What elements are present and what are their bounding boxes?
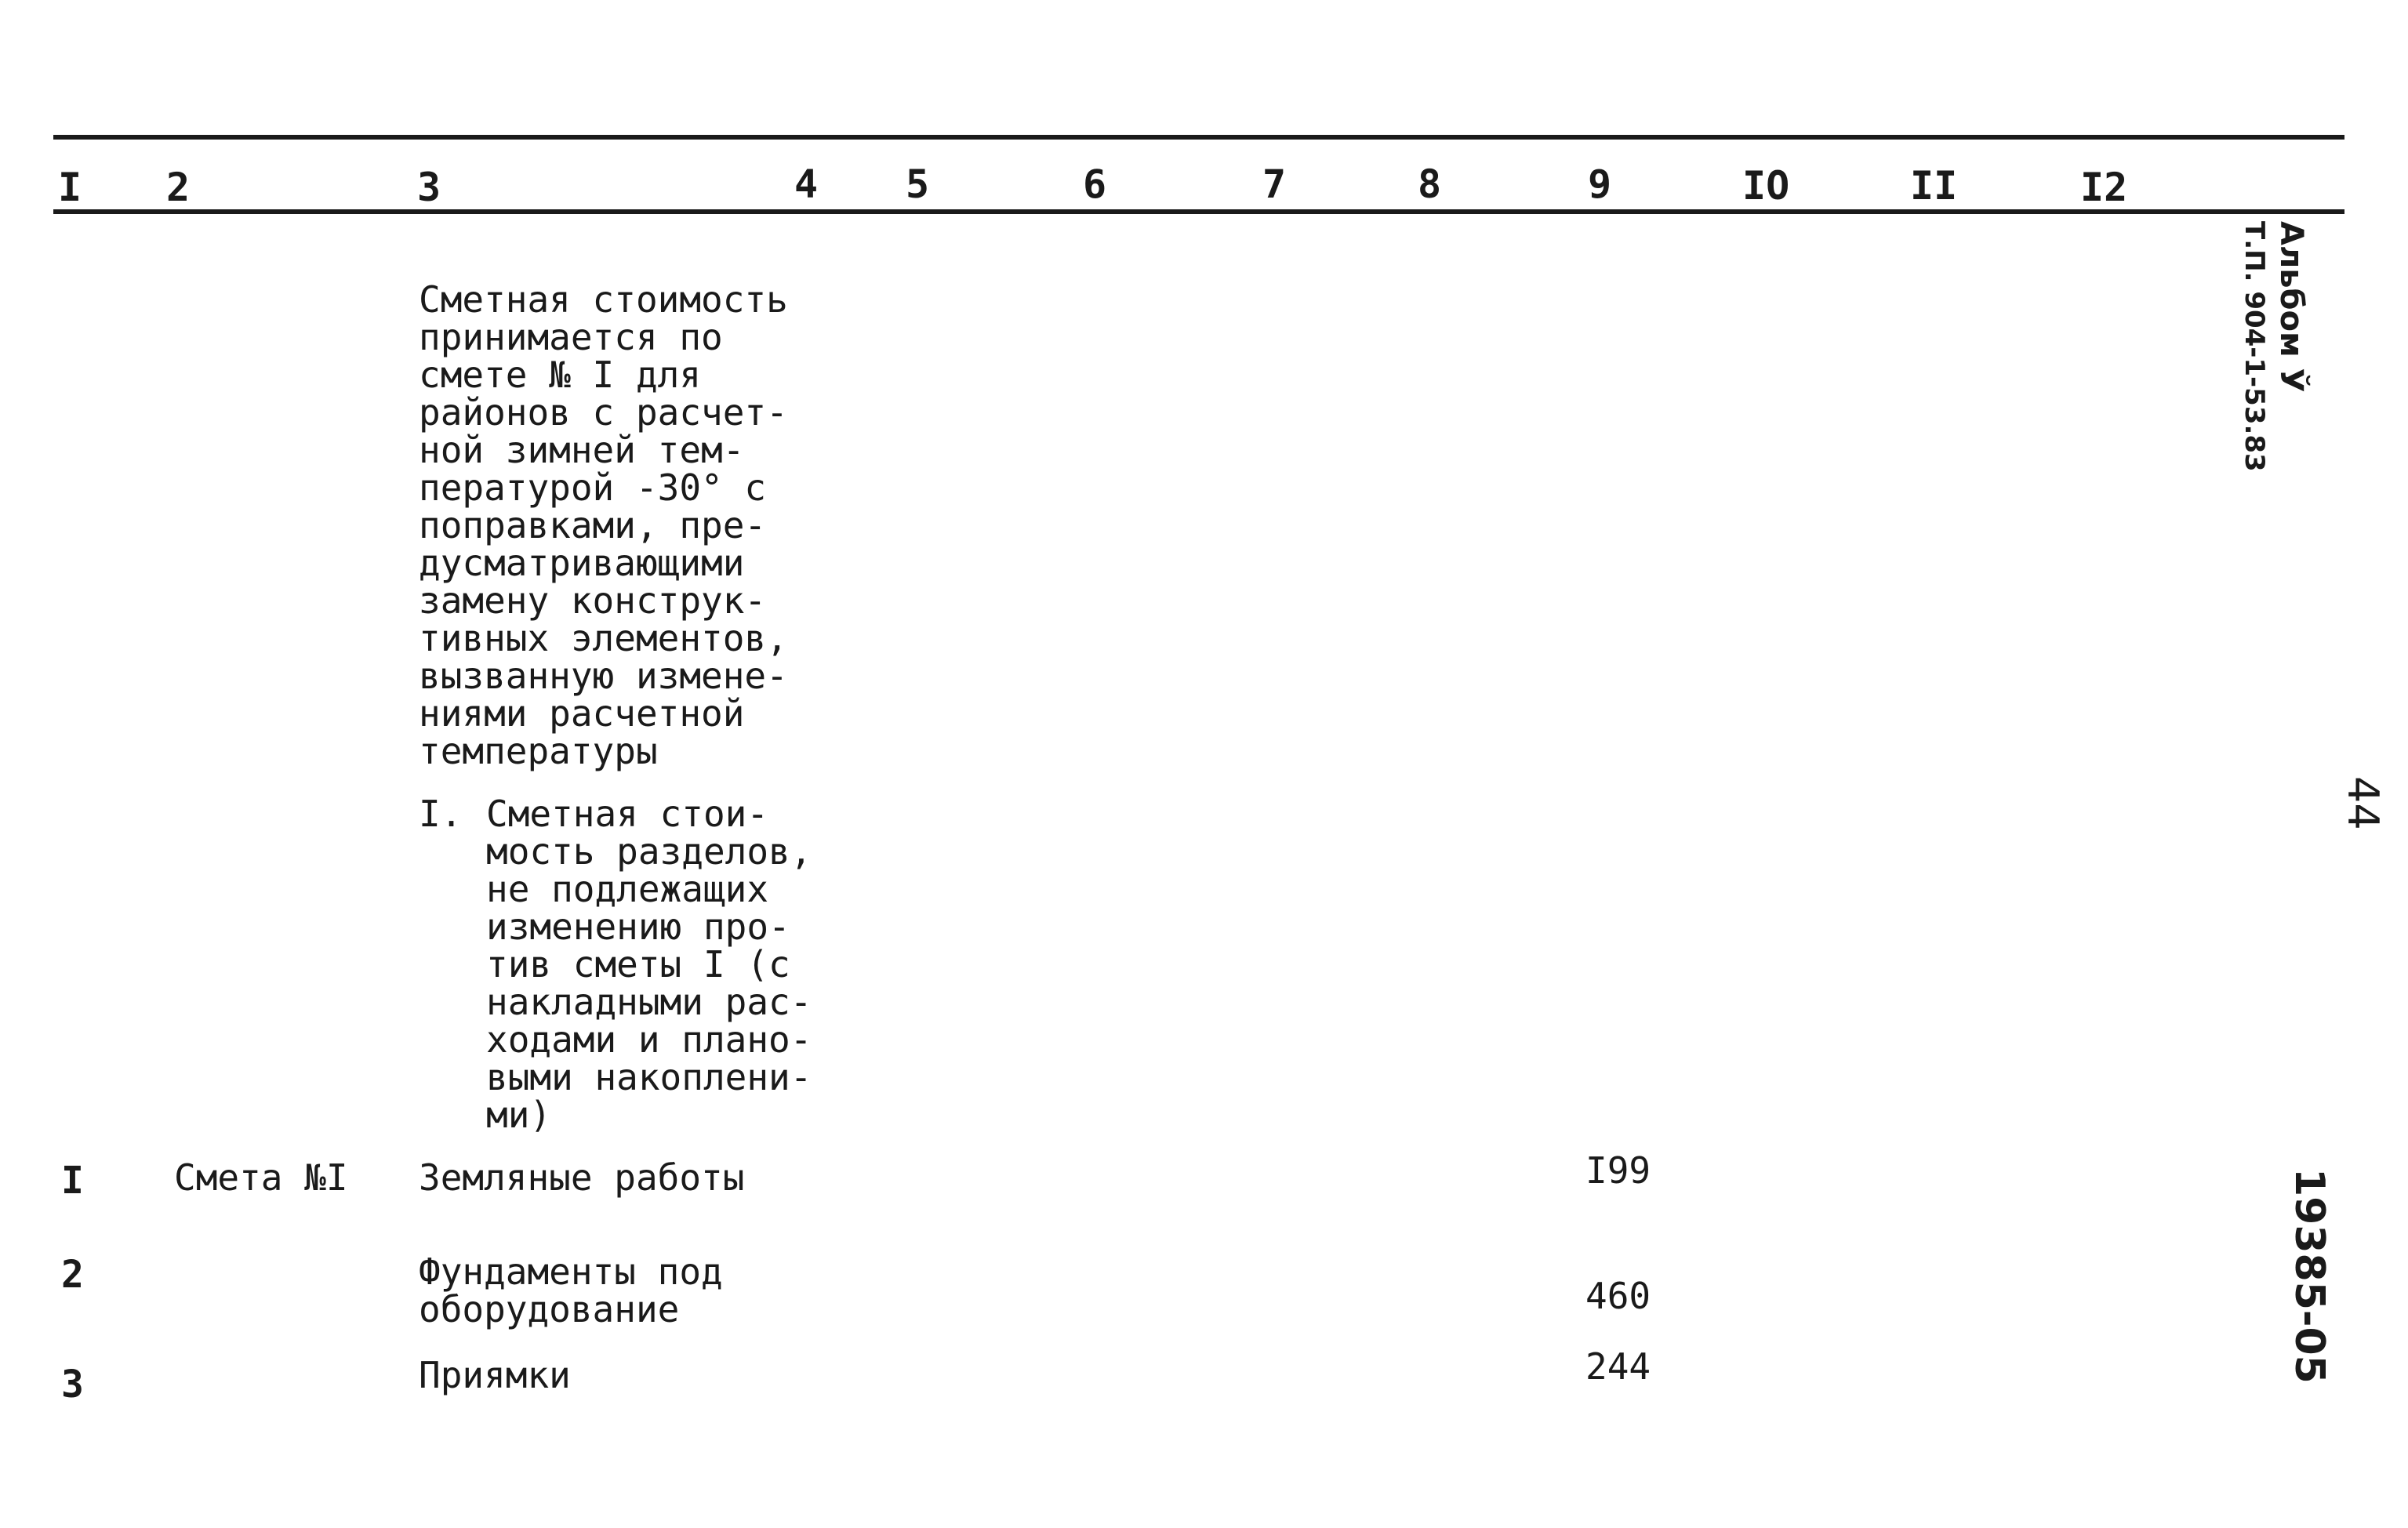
album-label: Альбом Ў	[2273, 221, 2309, 393]
row-number: 3	[61, 1363, 84, 1406]
row-number: 2	[61, 1253, 84, 1297]
cost-value: 244	[1585, 1345, 1651, 1388]
section-number: I.	[419, 793, 463, 835]
work-name: Земляные работы	[419, 1156, 745, 1199]
page-number: 44	[2338, 776, 2388, 830]
column-number-8: 8	[1418, 162, 1442, 207]
column-number-1: I	[58, 165, 82, 210]
column-number-6: 6	[1083, 162, 1107, 207]
column-number-12: I2	[2080, 165, 2128, 210]
column-number-5: 5	[906, 162, 930, 207]
column-number-9: 9	[1588, 162, 1612, 207]
cost-value: 460	[1585, 1275, 1651, 1317]
work-name: Фундаменты под оборудование	[419, 1250, 723, 1330]
work-name: Приямки	[419, 1354, 571, 1396]
header-bottom-rule	[53, 209, 2344, 214]
row-number: I	[61, 1159, 84, 1203]
column-number-4: 4	[794, 162, 819, 207]
column-number-2: 2	[166, 165, 191, 210]
document-code: 19385-05	[2286, 1168, 2333, 1384]
column-number-11: II	[1910, 163, 1958, 209]
section-text: Сметная стои- мость разделов, не подлежащих изменению про- тив сметы I (с накладными рас- ходами и плано- выми накоплени- ми)	[486, 793, 812, 1136]
column-number-3: 3	[417, 165, 441, 210]
column-number-10: IO	[1742, 163, 1790, 209]
cost-value: I99	[1585, 1149, 1651, 1192]
column-number-7: 7	[1262, 162, 1287, 207]
top-rule	[53, 135, 2344, 140]
project-code: Т.П. 904-1-53.83	[2239, 221, 2270, 472]
intro-note: Сметная стоимость принимается по смете № I для районов с расчет- ной зимней тем- пературой -30° с поправками, пре- дусматривающими замену конструк- тивных элементов, вызванную измене- ниями расчетной температуры	[419, 278, 788, 772]
estimate-ref: Смета №I	[174, 1156, 348, 1199]
